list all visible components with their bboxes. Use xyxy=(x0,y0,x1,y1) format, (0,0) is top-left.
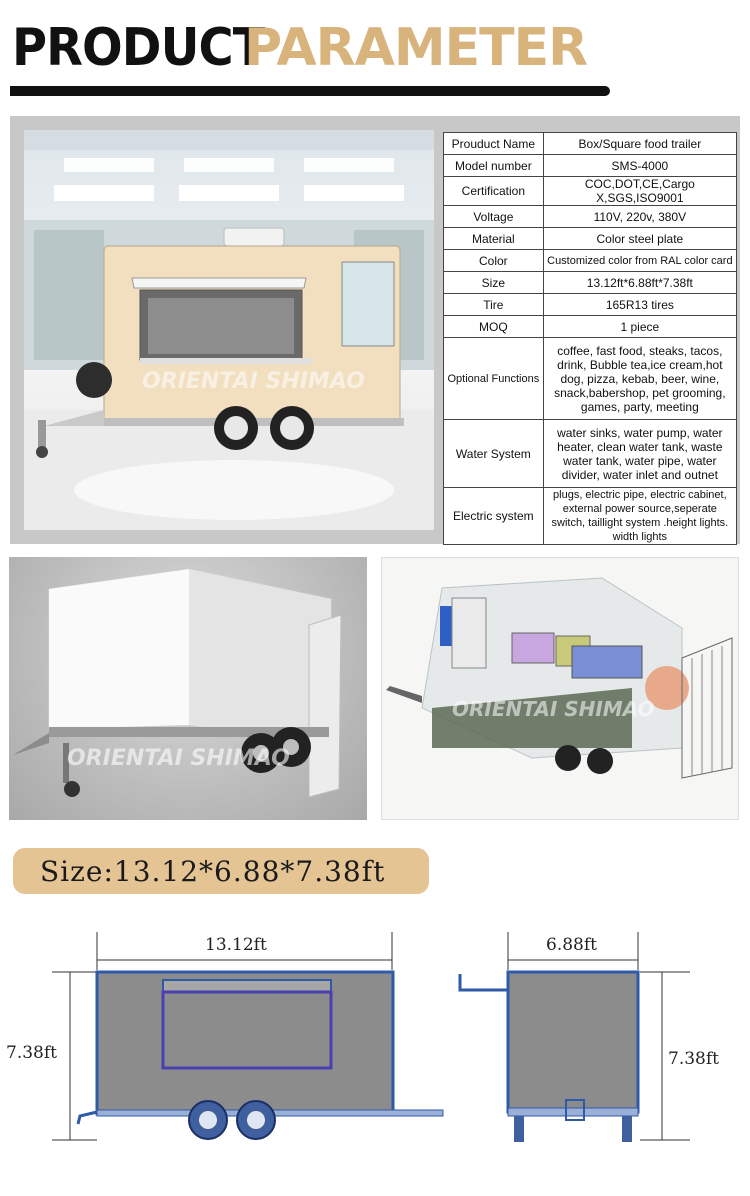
header-underline xyxy=(10,86,610,96)
spec-row xyxy=(444,488,737,545)
spec-row xyxy=(444,250,737,272)
spec-label: Water System xyxy=(444,420,544,488)
rear-width-label: 6.88ft xyxy=(546,935,597,955)
spec-label: Voltage xyxy=(444,206,544,228)
render-interior-layout xyxy=(381,557,739,820)
spec-label: Optional Functions xyxy=(444,338,544,420)
spec-value: Box/Square food trailer xyxy=(543,133,736,155)
spec-panel xyxy=(10,116,740,544)
rear-height-label: 7.38ft xyxy=(668,1049,719,1069)
render-exterior-illustration xyxy=(9,557,367,820)
spec-row xyxy=(444,420,737,488)
spec-value: Customized color from RAL color card xyxy=(543,250,736,272)
photo-watermark: ORIENTAI SHIMAO xyxy=(142,369,365,394)
spec-row xyxy=(444,133,737,155)
spec-row xyxy=(444,177,737,206)
render-interior-illustration xyxy=(382,558,739,820)
spec-table xyxy=(443,132,737,545)
spec-value: coffee, fast food, steaks, tacos, drink, Bubble tea,ice cream,hot dog, pizza, kebab, beer, wine, snack,babershop, pet grooming, games, party, meeting xyxy=(543,338,736,420)
spec-label: Prouduct Name xyxy=(444,133,544,155)
side-length-label: 13.12ft xyxy=(205,935,267,955)
header-title-word1: PRODUCT xyxy=(12,18,265,78)
spec-label: Tire xyxy=(444,294,544,316)
header-title-word2: PARAMETER xyxy=(244,18,588,78)
spec-value: 1 piece xyxy=(543,316,736,338)
spec-row xyxy=(444,206,737,228)
spec-value: 165R13 tires xyxy=(543,294,736,316)
spec-label: Material xyxy=(444,228,544,250)
side-height-label: 7.38ft xyxy=(6,1043,57,1063)
spec-row xyxy=(444,155,737,177)
render-right-watermark: ORIENTAI SHIMAO xyxy=(452,697,655,721)
spec-value: Color steel plate xyxy=(543,228,736,250)
spec-label: Size xyxy=(444,272,544,294)
spec-label: Certification xyxy=(444,177,544,206)
render-exterior xyxy=(9,557,367,820)
spec-row xyxy=(444,272,737,294)
spec-label: MOQ xyxy=(444,316,544,338)
spec-value: water sinks, water pump, water heater, clean water tank, waste water tank, water pipe, water divider, water inlet and outnet xyxy=(543,420,736,488)
trailer-photo xyxy=(24,130,434,530)
spec-value: SMS-4000 xyxy=(543,155,736,177)
spec-label: Electric system xyxy=(444,488,544,545)
spec-row xyxy=(444,338,737,420)
spec-row xyxy=(444,316,737,338)
size-badge xyxy=(13,848,429,894)
section-header xyxy=(12,18,588,88)
trailer-photo-illustration xyxy=(24,130,434,530)
spec-label: Color xyxy=(444,250,544,272)
spec-value: 110V, 220v, 380V xyxy=(543,206,736,228)
size-badge-text: Size:13.12*6.88*7.38ft xyxy=(40,855,386,888)
spec-row xyxy=(444,294,737,316)
spec-value: plugs, electric pipe, electric cabinet, external power source,seperate switch, taillight system .height lights. width lights xyxy=(543,488,736,545)
render-left-watermark: ORIENTAI SHIMAO xyxy=(67,746,290,771)
spec-row xyxy=(444,228,737,250)
spec-label: Model number xyxy=(444,155,544,177)
rear-view-drawing xyxy=(460,932,719,1142)
dimension-drawings xyxy=(0,920,750,1180)
side-view-drawing xyxy=(6,932,443,1140)
dimension-drawing-svg xyxy=(0,920,750,1180)
spec-value: COC,DOT,CE,Cargo X,SGS,ISO9001 xyxy=(543,177,736,206)
spec-value: 13.12ft*6.88ft*7.38ft xyxy=(543,272,736,294)
